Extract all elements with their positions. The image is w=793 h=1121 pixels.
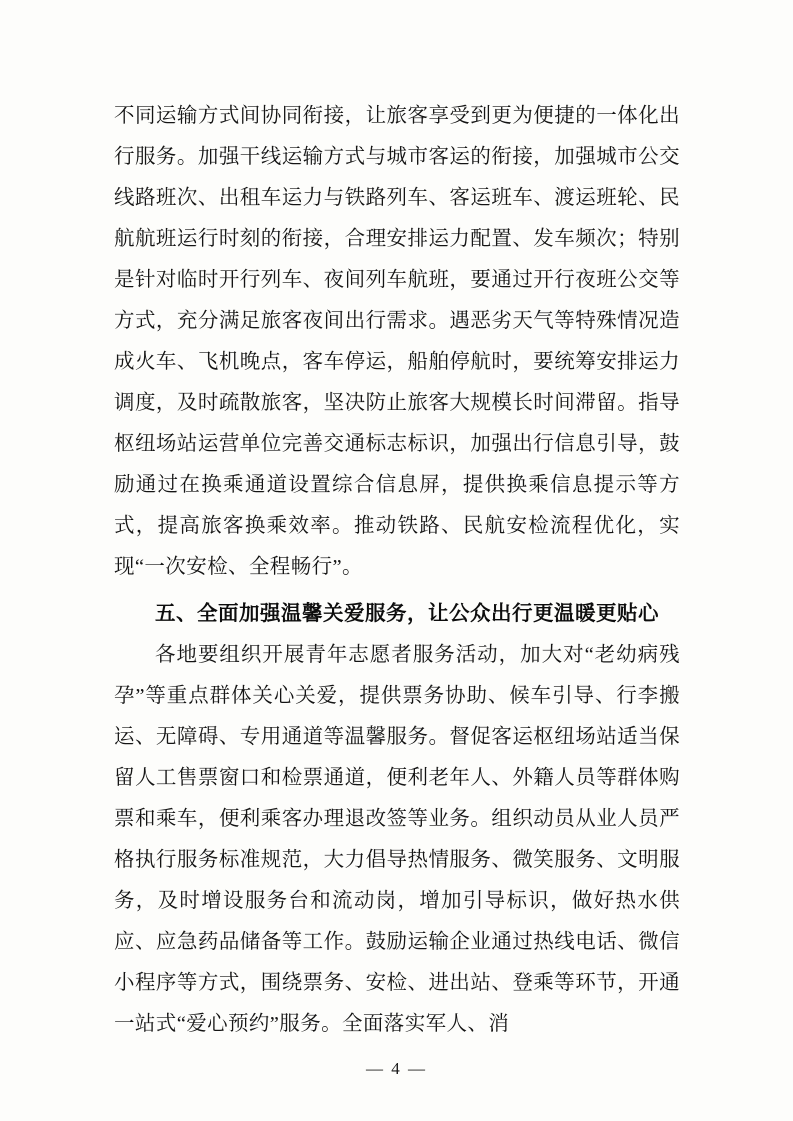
paragraph-continued: 不同运输方式间协同衔接，让旅客享受到更为便捷的一体化出行服务。加强干线运输方式与城市客运的衔接，加强城市公交线路班次、出租车运力与铁路列车、客运班车、渡运班轮、民航航班运行时刻的衔接，合理安排运力配置、发车频次；特别是针对临时开行列车、夜间列车航班，要通过开行夜班公交等方式，充分满足旅客夜间出行需求。遇恶劣天气等特殊情况造成火车、飞机晚点，客车停运，船舶停航时，要统筹安排运力调度，及时疏散旅客，坚决防止旅客大规模长时间滞留。指导枢纽场站运营单位完善交通标志标识，加强出行信息引导，鼓励通过在换乘通道设置综合信息屏，提供换乘信息提示等方式，提高旅客换乘效率。推动铁路、民航安检流程优化，实现“一次安检、全程畅行”。 [114,105,680,578]
section-heading-five: 五、全面加强温馨关爱服务，让公众出行更温暖更贴心 [155,603,659,625]
page-number: — 4 — [366,1059,427,1078]
paragraph-section-five-body: 各地要组织开展青年志愿者服务活动，加大对“老幼病残孕”等重点群体关心关爱，提供票务协助、候车引导、行李搬运、无障碍、专用通道等温馨服务。督促客运枢纽场站适当保留人工售票窗口和检票通道，便利老年人、外籍人员等群体购票和乘车，便利乘客办理退改签等业务。组织动员从业人员严格执行服务标准规范，大力倡导热情服务、微笑服务、文明服务，及时增设服务台和流动岗，增加引导标识，做好热水供应、应急药品储备等工作。鼓励运输企业通过热线电话、微信小程序等方式，围绕票务、安检、进出站、登乘等环节，开通一站式“爱心预约”服务。全面落实军人、消 [114,644,680,1035]
page-footer [0,1059,793,1079]
document-body [114,96,680,1045]
